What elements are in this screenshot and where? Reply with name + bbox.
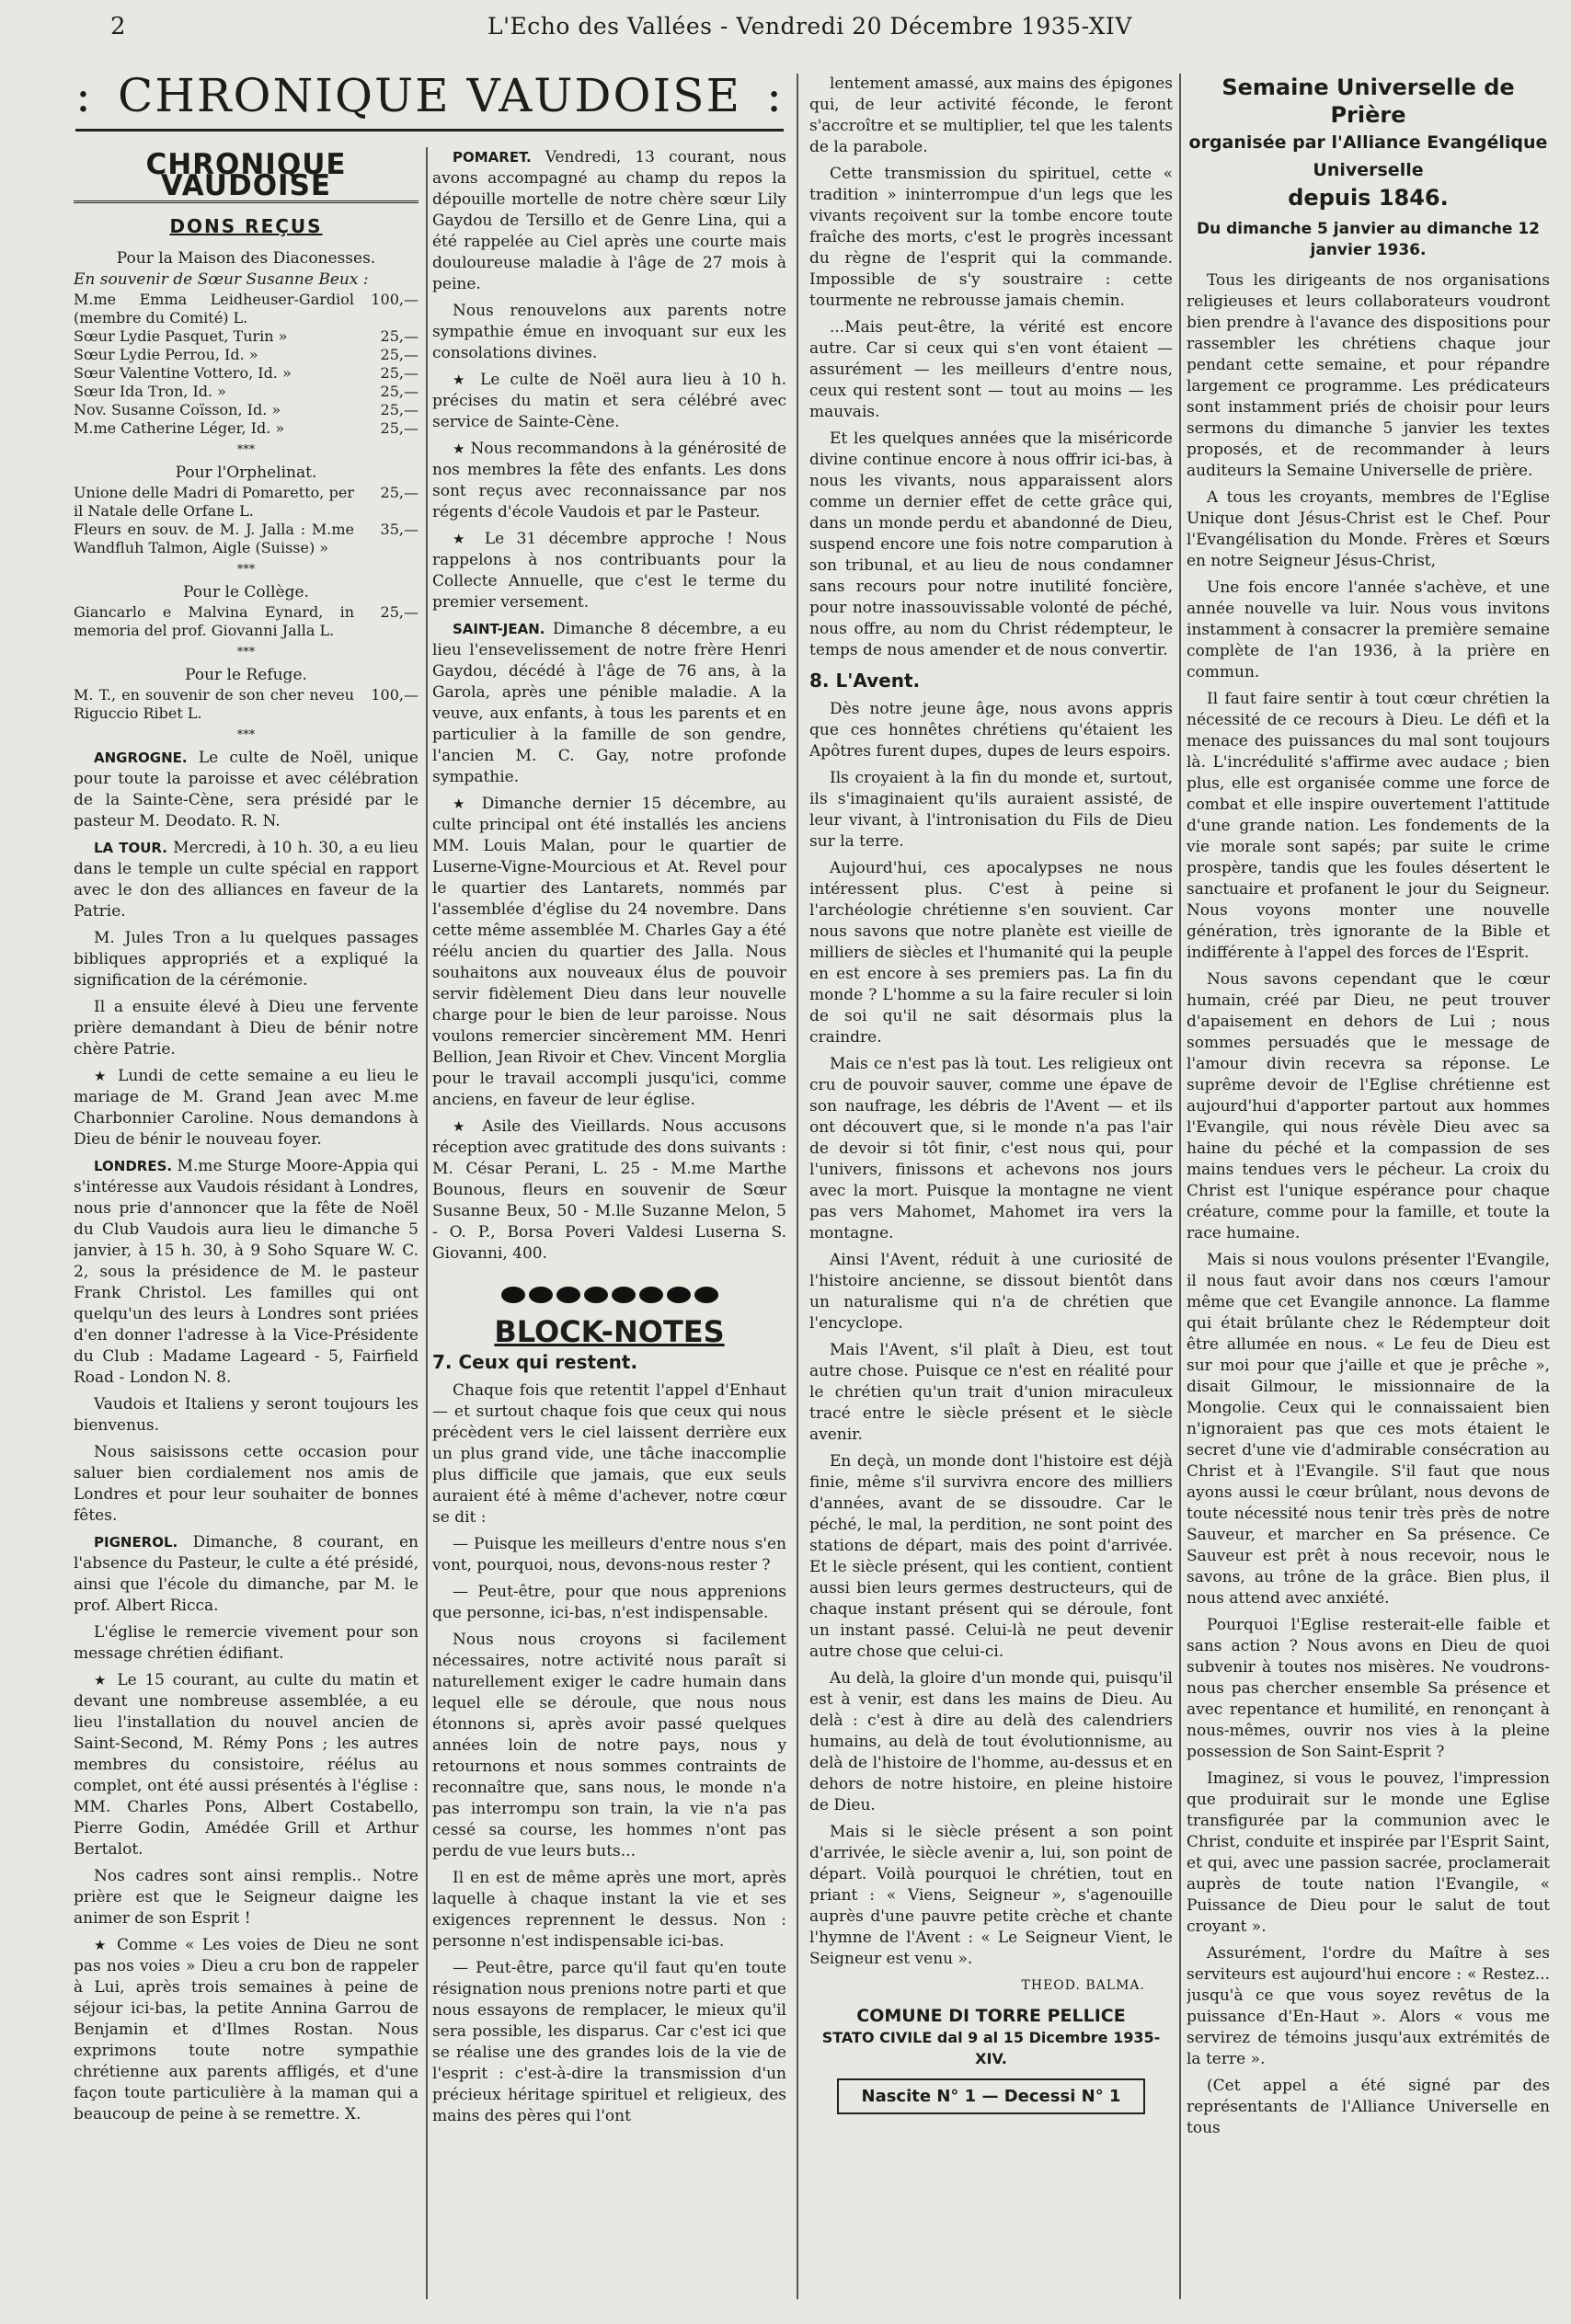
article-body [809, 74, 1173, 661]
paragraph-text: Le culte de Noël, unique pour toute la paroisse et avec célébration de la Sainte-Cène, sera présidé par le pasteur M. Deodato. R. N. [74, 749, 419, 830]
news-paragraph [432, 370, 786, 433]
article-paragraph: Cette transmission du spirituel, cette « tradition » ininterrompue d'un legs que les vivants reçoivent sur la tombe encore toute fraîche des morts, c'est le progrès incessant du règne de l'esprit qui la commande. Impossible de s'y soustraire : cette tourmente ne rebrousse jamais chemin. [809, 165, 1173, 310]
don-name: M. T., en souvenir de son cher neveu Riguccio Ribet L. [74, 686, 354, 722]
don-amount: 25,— [380, 327, 419, 345]
don-name: M.me Catherine Léger, Id. » [74, 419, 285, 437]
page-number: 2 [110, 13, 126, 40]
paragraph-text: Lundi de cette semaine a eu lieu le mariage de M. Grand Jean avec M.me Charbonnier Caroline. Nous demandons à Dieu de bénir le nouveau foyer. [74, 1067, 419, 1149]
article-body [432, 1380, 786, 2127]
don-entry [74, 521, 419, 557]
article-paragraph: Aujourd'hui, ces apocalypses ne nous intéressent plus. C'est à peine si l'archéologie chrétienne s'en souvient. Car nous savons que notre planète est vieille de milliers de siècles et l'humanité qui la peuple en est encore à ses premiers pas. La fin du monde ? L'homme a su la faire reculer si loin de soi qu'il ne sait désormais plus la craindre. [809, 859, 1173, 1047]
column-1 [74, 147, 419, 2308]
paragraph-text: Dimanche, 8 courant, en l'absence du Pasteur, le culte a été présidé, ainsi que l'école du dimanche, par M. le prof. Albert Ricca. [74, 1533, 419, 1615]
dons-recus-heading: DONS REÇUS [169, 215, 323, 237]
dons-list [74, 291, 419, 438]
prayer-week-dates: Du dimanche 5 janvier au dimanche 12 janvier 1936. [1197, 220, 1540, 259]
article-signature: THEOD. BALMA. [1021, 1978, 1145, 1993]
paragraph-text: Comme « Les voies de Dieu ne sont pas nos voies » Dieu a cru bon de rappeler à Lui, après trois semaines à peine de séjour ici-bas, la petite Annina Garrou de Benjamin et d'Ilmes Rostan. Nous exprimons toute notre sympathie chrétienne aux parents affligés, et d'une façon toute particulière à la maman qui a beaucoup de peine à se remettre. X. [74, 1936, 419, 2124]
banner-colon-right: : [766, 69, 784, 122]
paragraph-text: Nos cadres sont ainsi remplis.. Notre prière est que le Seigneur daigne les animer de son Esprit ! [74, 1867, 419, 1928]
dons-group-heading: Pour la Maison des Diaconesses. [116, 249, 376, 268]
paragraph-lead: ★ [94, 1937, 109, 1953]
don-amount: 100,— [371, 686, 419, 704]
news-paragraphs [74, 748, 419, 2125]
article-paragraph: Dès notre jeune âge, nous avons appris que ces honnêtes chrétiens qu'étaient les Apôtres furent dupes, dupes de leurs espoirs. [809, 700, 1173, 761]
paragraph-text: Nous recommandons à la générosité de nos membres la fête des enfants. Les dons sont reçus avec reconnaissance par nos régents d'école Vaudois et par le Pasteur. [432, 440, 786, 521]
news-paragraph [74, 1532, 419, 1617]
paragraph-lead: LONDRES. [94, 1158, 173, 1174]
paragraph-text: Dimanche 8 décembre, a eu lieu l'ensevelissement de notre frère Henri Gaydou, décédé à l'âge de 76 ans, à la Garola, après une pénible maladie. A la veuve, aux enfants, à tous les parents et en particulier à la famille de son gendre, l'ancien M. C. Gay, notre profonde sympathie. [432, 620, 786, 786]
commune-title: COMUNE DI TORRE PELLICE [856, 2006, 1126, 2026]
article-paragraph: Il faut faire sentir à tout cœur chrétien la nécessité de ce recours à Dieu. Le défi et la menace des puissances du mal sont toujours là. L'incrédulité s'affirme avec audace ; bien plus, elle est organisée comme une force de combat et elle inspire ouvertement l'attitude d'une grande nation. Les fondements de la vie morale sont sapés; par suite le crime prospère, tandis que les foules désertent le sanctuaire et profanent le jour du Seigneur. Nous voyons monter une nouvelle génération, très ignorante de la Bible et indifférente à l'appel des forces de l'Esprit. [1187, 690, 1550, 962]
dons-group-heading: Pour le Refuge. [185, 666, 307, 684]
don-entry [74, 484, 419, 521]
paragraph-lead: ★ [94, 1068, 110, 1084]
don-entry [74, 291, 419, 327]
don-entry [74, 327, 419, 346]
don-entry [74, 603, 419, 640]
column-2 [432, 147, 786, 2308]
article-paragraph: Mais ce n'est pas là tout. Les religieux ont cru de pouvoir sauver, comme une épave de son naufrage, les débris de l'Avent — et ils ont découvert que, si le monde n'a pas l'air de devoir si tôt finir, c'est nous qui, pour l'univers, finissons et achevons nos jours avec la mort. Puisque la montagne ne vient pas vers Mahomet, Mahomet ira vers la montagne. [809, 1055, 1173, 1242]
paragraph-text: Nous saisissons cette occasion pour saluer bien cordialement nos amis de Londres et pour leur souhaiter de bonnes fêtes. [74, 1443, 419, 1525]
news-paragraph [74, 838, 419, 922]
article-paragraph: Imaginez, si vous le pouvez, l'impression que produirait sur le monde une Eglise transfigurée par la communion avec le Christ, conduite et inspirée par l'Esprit Saint, et qui, avec une passion sacrée, proclamerait auprès de toute nation l'Evangile, « Puissance de Dieu pour le salut de tout croyant ». [1187, 1769, 1550, 1936]
paragraph-text: Vendredi, 13 courant, nous avons accompagné au champ du repos la dépouille mortelle de notre chère sœur Lily Gaydou de Tersillo et de Genre Lina, qui a été rappelée au Ciel après une courte mais douloureuse maladie à l'âge de 27 mois à peine. [432, 148, 786, 293]
news-paragraph [432, 147, 786, 295]
separator-stars: *** [236, 563, 256, 577]
article-paragraph: Chaque fois que retentit l'appel d'Enhaut — et surtout chaque fois que ceux qui nous précèdent vers le ciel laissent derrière eux un plus grand vide, une tâche inaccomplie plus difficile que jamais, que eux seuls auraient été à même d'achever, notre cœur se dit : [432, 1381, 786, 1527]
commune-subtitle: STATO CIVILE dal 9 al 15 Dicembre 1935-XIV. [821, 2029, 1161, 2067]
article-paragraph: — Puisque les meilleurs d'entre nous s'en vont, pourquoi, nous, devons-nous rester ? [432, 1535, 786, 1574]
article-paragraph: Pourquoi l'Eglise resterait-elle faible et sans action ? Nous avons en Dieu de quoi subvenir à toutes nos misères. Ne voudrons-nous pas chercher ensemble Sa présence et avec repentance et humilité, en renonçant à nous-mêmes, ouvrir nos vies à la pleine possession de Son Saint-Esprit ? [1187, 1616, 1550, 1761]
civil-status-box: Nascite N° 1 — Decessi N° 1 [837, 2078, 1145, 2114]
block-notes-heading: BLOCK-NOTES [494, 1314, 725, 1349]
article-paragraph: Nous savons cependant que le cœur humain, créé par Dieu, ne peut trouver d'apaisement en dehors de Lui ; nous sommes persuadés que le message de l'amour divin recevra sa réponse. Le suprême devoir de l'Eglise chrétienne est aujourd'hui d'apporter partout aux hommes l'Evangile, qui nous révèle Dieu avec sa haine du péché et la compassion de ses mains tendues vers le pécheur. La croix du Christ est l'unique espérance pour chaque créature, comme pour la famille, et toute la race humaine. [1187, 970, 1550, 1242]
paragraph-text: Le 15 courant, au culte du matin et devant une nombreuse assemblée, a eu lieu l'installation du nouvel ancien de Saint-Second, M. Rémy Pons ; les autres membres du consistoire, réélus au complet, ont été aussi présentés à l'église : MM. Charles Pons, Albert Costabello, Pierre Godin, Amédée Grill et Arthur Bertalot. [74, 1671, 419, 1859]
separator-stars: *** [236, 443, 256, 457]
paragraph-lead: ANGROGNE. [94, 750, 188, 766]
paragraph-text: Nous renouvelons aux parents notre sympathie émue en invoquant sur eux les consolations divines. [432, 302, 786, 362]
article-body [809, 699, 1173, 1970]
article-paragraph: A tous les croyants, membres de l'Eglise Unique dont Jésus-Christ est le Chef. Pour l'Evangélisation du Monde. Frères et Sœurs en notre Seigneur Jésus-Christ, [1187, 488, 1550, 570]
news-paragraph [74, 1866, 419, 1929]
column-rule [1179, 74, 1181, 2299]
don-amount: 25,— [380, 383, 419, 400]
paragraph-text: Vaudois et Italiens y seront toujours les bienvenus. [74, 1395, 419, 1435]
banner-colon-left: : [75, 69, 93, 122]
article-paragraph: Nous nous croyons si facilement nécessaires, notre activité nous paraît si naturellement exiger le cadre humain dans lequel elle se déroule, que nous nous étonnons si, après avoir passé quelques années loin de notre pays, nous y retournons et nous sommes contraints de reconnaître que, sans nous, le monde n'a pas interrompu son train, la vie n'a pas cessé sa course, les hommes n'ont pas perdu de vue leurs buts... [432, 1631, 786, 1860]
don-amount: 25,— [380, 401, 419, 418]
dons-note: En souvenir de Sœur Susanne Beux : [74, 270, 369, 289]
article-paragraph: Mais si nous voulons présenter l'Evangile, il nous faut avoir dans nos cœurs l'amour même que cet Evangile annonce. La flamme qui était brûlante chez le Rédempteur doit être allumée en nous. « Le feu de Dieu est sur moi pour que j'aille et que je prêche », disait Gilmour, le missionnaire de la Mongolie. Ceux qui le connaissaient bien n'ignoraient pas que ces mots étaient le secret d'une vie d'admirable consécration au Christ et à l'Evangile. S'il faut que nous ayons aussi le cœur brûlant, nous devons de toute nécessité nous tenir très près de notre Sauveur, et marcher en Sa présence. Ce Sauveur est prêt à nous recevoir, nous le savons, au trône de la grâce. Bien plus, il nous attend avec anxiété. [1187, 1251, 1550, 1608]
paragraph-text: Mercredi, à 10 h. 30, a eu lieu dans le temple un culte spécial en rapport avec le don des alliances en faveur de la Patrie. [74, 839, 419, 921]
news-paragraph [74, 1442, 419, 1527]
news-paragraph [74, 1935, 419, 2125]
don-amount: 35,— [380, 521, 419, 538]
news-paragraph [74, 1622, 419, 1665]
banner-title: CHRONIQUE VAUDOISE [117, 69, 742, 122]
don-name: M.me Emma Leidheuser-Gardiol (membre du Comité) L. [74, 291, 354, 326]
article-paragraph: Mais l'Avent, s'il plaît à Dieu, est tout autre chose. Puisque ce n'est en réalité pour le chrétien qu'un trait d'union miraculeux tracé entre le siècle présent et le siècle avenir. [809, 1341, 1173, 1444]
masthead-line: L'Echo des Vallées - Vendredi 20 Décembre 1935-XIV [487, 13, 1132, 40]
article-paragraph: Tous les dirigeants de nos organisations religieuses et leurs collaborateurs voudront bien prendre à l'avance des dispositions pour rassembler les chrétiens chaque jour pendant cette semaine, et pour répandre largement ce programme. Les prédicateurs sont instamment priés de choisir pour leurs sermons du dimanche 5 janvier les textes proposés, et de recommander à leurs auditeurs la Semaine Universelle de prière. [1187, 271, 1550, 480]
news-paragraph [432, 1116, 786, 1265]
don-name: Sœur Lydie Perrou, Id. » [74, 346, 258, 363]
don-entry [74, 419, 419, 438]
news-paragraph [74, 1670, 419, 1860]
don-amount: 25,— [380, 484, 419, 501]
don-name: Giancarlo e Malvina Eynard, in memoria del prof. Giovanni Jalla L. [74, 603, 354, 639]
news-paragraph [432, 439, 786, 523]
don-amount: 25,— [380, 346, 419, 363]
article-paragraph: (Cet appel a été signé par des représentants de l'Alliance Universelle en tous [1187, 2077, 1550, 2137]
article-title: 7. Ceux qui restent. [432, 1351, 638, 1373]
paragraph-text: Le 31 décembre approche ! Nous rappelons à nos contribuants pour la Collecte Annuelle, que c'est le terme du premier versement. [432, 530, 786, 612]
don-entry [74, 364, 419, 383]
news-paragraph [74, 1156, 419, 1389]
paragraph-text: Le culte de Noël aura lieu à 10 h. précises du matin et sera célébré avec service de Sainte-Cène. [432, 371, 786, 431]
paragraph-lead: SAINT-JEAN. [453, 621, 545, 637]
news-paragraph [74, 928, 419, 991]
paragraph-lead: ★ [94, 1672, 109, 1689]
don-entry [74, 346, 419, 364]
don-entry [74, 383, 419, 401]
paragraph-text: L'église le remercie vivement pour son message chrétien édifiant. [74, 1623, 419, 1663]
don-name: Sœur Lydie Pasquet, Turin » [74, 327, 288, 345]
paragraph-lead: LA TOUR. [94, 840, 167, 856]
don-amount: 25,— [380, 419, 419, 437]
article-paragraph: lentement amassé, aux mains des épigones qui, de leur activité féconde, le feront s'accroître et se multiplier, tel que les talents de la parabole. [809, 74, 1173, 156]
column-4 [1187, 74, 1550, 2235]
article-paragraph: En deçà, un monde dont l'histoire est déjà finie, même s'il survivra encore des milliers d'années, avant de se dissoudre. Car le péché, le mal, la perdition, ne sont point des stations de départ, mais des point d'arrivée. Et le siècle présent, qui les contient, contient aussi bien leurs germes destructeurs, qui de chaque instant présent qui se déroule, font un instant passé. Celui-là ne peut devenir autre chose que celui-ci. [809, 1452, 1173, 1661]
decorative-divider [451, 1283, 768, 1307]
article-paragraph: Assurément, l'ordre du Maître à ses serviteurs est aujourd'hui encore : « Restez... jusqu'à ce que vous soyez revêtus de la puissance d'En-Haut ». Alors « vous me servirez de témoins jusqu'aux extrémités de la terre ». [1187, 1944, 1550, 2068]
paragraph-lead: PIGNEROL. [94, 1534, 178, 1551]
article-paragraph: — Peut-être, parce qu'il faut qu'en toute résignation nous prenions notre parti et que nous essayons de remplacer, le mieux qu'il sera possible, les disparus. Car c'est ici que se réalise une des grandes lois de la vie de l'esprit : c'est-à-dire la transmission d'un précieux héritage spirituel et religieux, des mains des pères qui l'ont [432, 1959, 786, 2125]
don-amount: 100,— [371, 291, 419, 308]
separator-stars: *** [236, 728, 256, 742]
paragraph-text: M. Jules Tron a lu quelques passages bibliques appropriés et a expliqué la signification de la cérémonie. [74, 929, 419, 990]
paragraph-lead: POMARET. [453, 149, 532, 166]
don-name: Nov. Susanne Coïsson, Id. » [74, 401, 281, 418]
don-amount: 25,— [380, 364, 419, 382]
article-title: 8. L'Avent. [809, 670, 921, 692]
article-body [1187, 270, 1550, 2139]
prayer-week-title: Semaine Universelle de Prière organisée par l'Alliance Evangélique Universelle depuis 1846. [1188, 74, 1548, 211]
paragraph-text: Dimanche dernier 15 décembre, au culte principal ont été installés les anciens MM. Louis Malan, pour le quartier de Luserne-Vigne-Mourcious et At. Revel pour le quartier des Lantarets, nommés par l'assemblée d'église du 24 novembre. Dans cette même assemblée M. Charles Gay a été réélu ancien du quartier des Jalla. Nous souhaitons aux nouveaux élus de pouvoir servir fidèlement Dieu dans leur nouvelle charge pour le bien de leur paroisse. Nous voulons remercier sincèrement MM. Henri Bellion, Jean Rivoir et Chev. Vincent Morglia pour le travail accompli jusqu'ici, comme anciens, en faveur de leur église. [432, 795, 786, 1109]
column-rule [426, 147, 428, 2299]
article-paragraph: Une fois encore l'année s'achève, et une année nouvelle va luir. Nous vous invitons instamment à consacrer la première semaine complète de l'an 1936, à la prière en commun. [1187, 578, 1550, 681]
news-paragraph [432, 794, 786, 1111]
news-paragraph [432, 529, 786, 613]
article-paragraph: ...Mais peut-être, la vérité est encore autre. Car si ceux qui s'en vont étaient — assurément — les meilleurs d'entre nous, ceux qui restent sont — tout au moins — les mauvais. [809, 318, 1173, 421]
don-name: Sœur Valentine Vottero, Id. » [74, 364, 292, 382]
don-name: Sœur Ida Tron, Id. » [74, 383, 226, 400]
news-paragraph [74, 1394, 419, 1437]
article-paragraph: Et les quelques années que la miséricorde divine continue encore à nous offrir ici-bas, à nous les vivants, nous apparaissent alors comme un dernier effet de cette grâce qui, dans un monde perdu et abandonné de Dieu, suspend encore une fois notre comparution à son tribunal, et au lieu de nous condamner sans recours pour notre inutilité foncière, pour notre inassouvissable volonté de péché, nous offre, au nom du Christ rédempteur, le temps de nous amender et de nous convertir. [809, 429, 1173, 659]
news-paragraphs [432, 147, 786, 1265]
paragraph-lead: ★ [453, 796, 471, 812]
column-3 [809, 74, 1173, 2235]
article-paragraph: Ils croyaient à la fin du monde et, surtout, ils s'imaginaient qu'ils auraient assisté, de leur vivant, à l'intronisation du Fils de Dieu sur la terre. [809, 769, 1173, 851]
paragraph-text: M.me Sturge Moore-Appia qui s'intéresse aux Vaudois résidant à Londres, nous prie d'annoncer que la fête de Noël du Club Vaudois aura lieu le dimanche 5 janvier, à 15 h. 30, à 9 Soho Square W. C. 2, sous la présidence de M. le pasteur Frank Christol. Les familles qui ont quelqu'un des leurs à Londres sont priées d'en donner l'adresse à la Vice-Présidente du Club : Madame Lageard - 5, Fairfield Road - London N. 8. [74, 1157, 419, 1387]
dons-group-heading: Pour le Collège. [183, 583, 309, 601]
paragraph-lead: ★ [453, 441, 465, 457]
dons-list [74, 484, 419, 557]
article-paragraph: Il en est de même après une mort, après laquelle à chaque instant la vie et ses exigences reprennent le dessus. Non : personne n'est indispensable ici-bas. [432, 1869, 786, 1951]
news-paragraph [74, 748, 419, 832]
section-banner [75, 63, 784, 132]
column-rule [797, 74, 798, 2299]
don-name: Fleurs en souv. de M. J. Jalla : M.me Wandfluh Talmon, Aigle (Suisse) » [74, 521, 354, 556]
running-header [101, 13, 1536, 40]
don-entry [74, 686, 419, 723]
paragraph-lead: ★ [453, 531, 473, 547]
don-entry [74, 401, 419, 419]
paragraph-lead: ★ [453, 372, 471, 388]
article-paragraph: — Peut-être, pour que nous apprenions que personne, ici-bas, n'est indispensable. [432, 1583, 786, 1622]
news-paragraph [432, 619, 786, 788]
column-title: CHRONIQUE VAUDOISE [74, 155, 419, 203]
separator-stars: *** [236, 646, 256, 659]
paragraph-text: Asile des Vieillards. Nous accusons réception avec gratitude des dons suivants : M. César Perani, L. 25 - M.me Marthe Bounous, fleurs en souvenir de Sœur Susanne Beux, 50 - M.lle Suzanne Melon, 5 - O. P., Borsa Poveri Valdesi Luserna S. Giovanni, 400. [432, 1117, 786, 1263]
dons-list [74, 686, 419, 723]
article-paragraph: Au delà, la gloire d'un monde qui, puisqu'il est à venir, est dans les mains de Dieu. Au delà : c'est à dire au delà des calendriers humains, au delà de tout évolutionnisme, au delà de l'histoire de l'homme, au-dessus et en dehors de notre histoire, en pleine histoire de Dieu. [809, 1669, 1173, 1815]
article-paragraph: Mais si le siècle présent a son point d'arrivée, le siècle avenir a, lui, son point de départ. Voilà pourquoi le chrétien, tout en priant : « Viens, Seigneur », s'agenouille auprès d'une pauvre petite crèche et chante l'hymne de l'Avent : « Le Seigneur Vient, le Seigneur est venu ». [809, 1823, 1173, 1968]
paragraph-text: Il a ensuite élevé à Dieu une fervente prière demandant à Dieu de bénir notre chère Patrie. [74, 998, 419, 1059]
news-paragraph [74, 997, 419, 1060]
paragraph-lead: ★ [453, 1118, 472, 1135]
dons-group-heading: Pour l'Orphelinat. [175, 464, 317, 482]
dons-list [74, 603, 419, 640]
don-amount: 25,— [380, 603, 419, 621]
don-name: Unione delle Madri di Pomaretto, per il Natale delle Orfane L. [74, 484, 354, 520]
news-paragraph [432, 301, 786, 364]
article-paragraph: Ainsi l'Avent, réduit à une curiosité de l'histoire ancienne, se dissout bientôt dans un naturalisme qui n'a de chrétien que l'encyclope. [809, 1251, 1173, 1333]
news-paragraph [74, 1066, 419, 1151]
